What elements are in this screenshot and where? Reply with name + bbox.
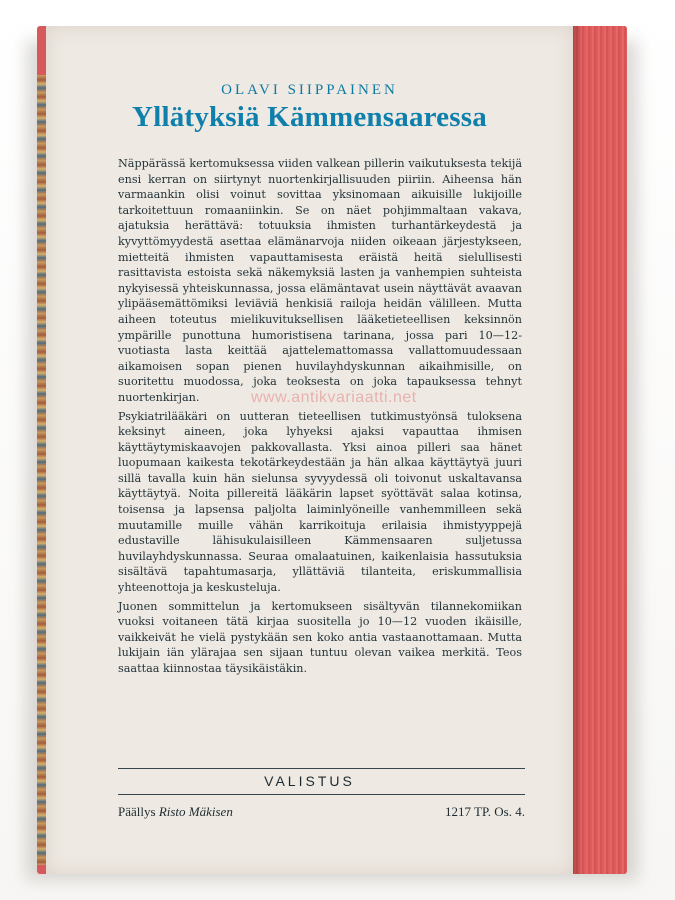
spine-shade [573,26,583,874]
catalog-code: 1217 TP. Os. 4. [445,804,525,819]
blurb-paragraph-1: Näppärässä kertomuksessa viiden valkean pillerin vaikutuksesta tekijä ensi kerran on siirtynyt nuortenkirjallisuuden piiriin. Aiheensa hän varmaankin olisi voinut sovittaa yksinomaan aikuisille lukijoille tarkoitettuun romaaniinkin. Se on näet pohjimmaltaan vakava, ajatuksia herättävä: totuuksia ihmisten turhantärkeydestä ja kyvyttömyydestä asettaa elämänarvoja niiden oikeaan järjestykseen, mietteitä ihmisten vapauttamisesta eräistä heitä sielullisesti rasittavista estoista sekä näkemyksiä lasten ja vanhempien suhteista nykyisessä yhteiskunnassa, jossa elämäntavat usein näyttävät avaavan ylipääsemättömiksi leviäviä henkisiä railoja heidän välilleen. Mutta aiheen toteutus mielikuvituksellisen lääketieteellisen keksinnön ympärille punottuna humoristisena tarinana, jossa pari 10—12-vuotiasta lasta keittää ajattelemattomassa vallattomuudessaan aikamoisen sopan pienen huvilayhdyskunnan aikaihmisille, on suoritettu muodossa, joka teoksesta on joka tapauksessa tehnyt nuortenkirjan. [118,157,522,404]
cover-credit [118,804,233,820]
cover-artist: Risto Mäkisen [158,804,233,819]
watermark-text: www.antikvariaatti.net [251,389,417,406]
cover-credit-prefix: Päällys [118,804,156,819]
blurb-text [118,156,522,680]
author-name: OLAVI SIIPPAINEN [221,82,398,98]
back-cover-content [46,26,573,874]
blurb-paragraph-2: Psykiatrilääkäri on uutteran tieteellisen tutkimustyönsä tuloksena keksinyt aineen, joka lyhyeksi ajaksi vapauttaa ihmisen käyttäytymiskaavojen pakkovallasta. Yksi ainoa pilleri saa hänet luopumaan kaikesta tekotärkeydestään ja hän alkaa käyttäytyä juuri sillä tavalla kuin hän sielunsa syvyydessä oli toivonut uskaltavansa käyttäytyä. Noita pillereitä lääkärin lapset syöttävät salaa kotinsa, toisensa ja lapsensa paljolta laiminlyöneille vanhemmilleen sekä muutamille muille vähän karrikoituja erilaisia ihmistyyppejä edustaville lähisukulaisilleen Kämmensaaren suljetussa huvilayhdyskunnassa. Seuraa omalaatuinen, kaikenlaisia hassutuksia sisältävä tapahtumasarja, yllättäviä tilanteita, eriskummallisia yhteenottoja ja keskusteluja. [118,409,522,595]
publisher-rule-top [118,768,525,769]
blurb-paragraph-3: Juonen sommittelun ja kertomukseen sisältyvän tilannekomiikan vuoksi voitaneen tätä kirjaa suositella jo 10—12 vuoden ikäisille, vaikkeivät he vielä pystykään sen koko antia vastaanottamaan. Mutta lukijain iän ylärajaa sen sijaan tuntuu olevan vaikea merkitä. Teos saattaa kiinnostaa täysikäistäkin. [118,599,522,675]
book-title: Yllätyksiä Kämmensaaressa [132,101,487,133]
publisher-rule-bottom [118,794,525,795]
publisher-name: VALISTUS [264,773,355,789]
page-edge [37,75,46,865]
